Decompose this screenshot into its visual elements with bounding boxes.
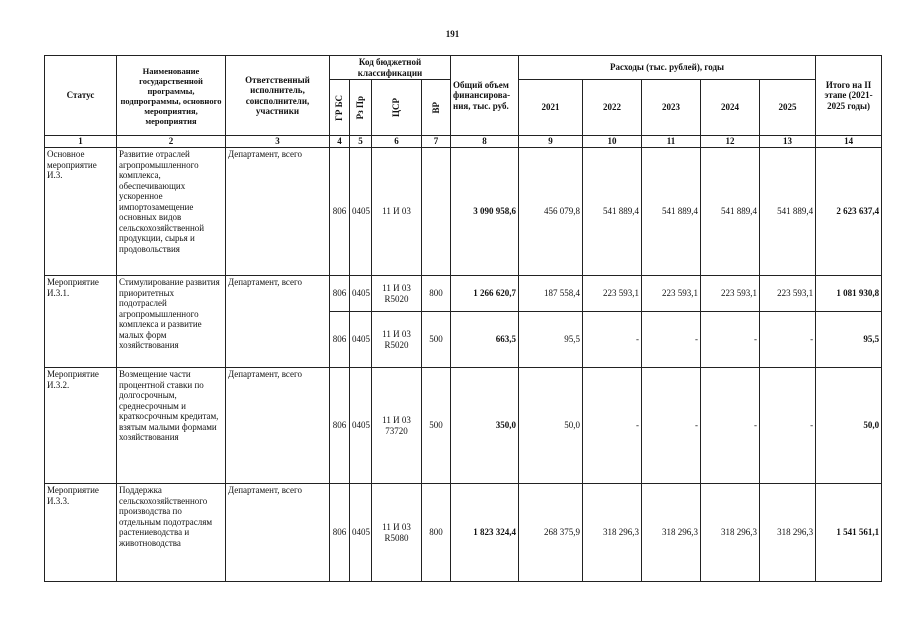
cell-2022: - xyxy=(583,312,642,368)
page-number: 191 xyxy=(445,29,460,39)
header-budget-code: Код бюджетной классификации xyxy=(330,56,451,80)
column-number: 10 xyxy=(583,136,642,148)
cell-2021: 187 558,4 xyxy=(519,276,583,312)
cell-csr: 11 И 03 R5020 xyxy=(372,276,422,312)
cell-2024: 318 296,3 xyxy=(701,484,760,582)
cell-2023: - xyxy=(642,368,701,484)
cell-total: 3 090 958,6 xyxy=(451,148,519,276)
cell-vr: 800 xyxy=(422,276,451,312)
cell-vr: 800 xyxy=(422,484,451,582)
column-number: 2 xyxy=(117,136,226,148)
row-status: Мероприятие И.3.2. xyxy=(45,368,117,484)
cell-grbs: 806 xyxy=(330,148,350,276)
header-csr: ЦСР xyxy=(372,80,422,136)
cell-2022: - xyxy=(583,368,642,484)
table-row xyxy=(45,276,882,312)
column-number: 14 xyxy=(816,136,882,148)
column-number: 1 xyxy=(45,136,117,148)
table-row xyxy=(45,368,882,484)
cell-2022: 223 593,1 xyxy=(583,276,642,312)
cell-rzpr: 0405 xyxy=(350,368,372,484)
cell-2021: 268 375,9 xyxy=(519,484,583,582)
cell-sum: 50,0 xyxy=(816,368,882,484)
column-number: 13 xyxy=(760,136,816,148)
cell-csr: 11 И 03 73720 xyxy=(372,368,422,484)
row-status: Мероприятие И.3.1. xyxy=(45,276,117,368)
row-responsible: Департамент, всего xyxy=(226,148,330,276)
header-name: Наименование государственной программы, подпрограммы, основного мероприятия, мероприятия xyxy=(117,56,226,136)
cell-sum: 2 623 637,4 xyxy=(816,148,882,276)
cell-csr: 11 И 03 R5020 xyxy=(372,312,422,368)
row-responsible: Департамент, всего xyxy=(226,368,330,484)
header-grbs: ГР БС xyxy=(330,80,350,136)
cell-total: 663,5 xyxy=(451,312,519,368)
cell-rzpr: 0405 xyxy=(350,148,372,276)
cell-2024: - xyxy=(701,368,760,484)
header-rzpr: Рз Пр xyxy=(350,80,372,136)
column-number: 5 xyxy=(350,136,372,148)
column-number: 9 xyxy=(519,136,583,148)
header-year-2021: 2021 xyxy=(519,80,583,136)
budget-table xyxy=(44,55,882,582)
row-name: Возмещение части процентной ставки по долгосрочным, среднесрочным и краткосрочным кредитам, взятым малыми формами хозяйствования xyxy=(117,368,226,484)
cell-2024: 541 889,4 xyxy=(701,148,760,276)
header-total-stage2: Итого на II этапе (2021-2025 годы) xyxy=(816,56,882,136)
cell-2022: 318 296,3 xyxy=(583,484,642,582)
row-name: Стимулирование развития приоритетных подотраслей агропромышленного комплекса и развитие малых форм хозяйствования xyxy=(117,276,226,368)
cell-2021: 456 079,8 xyxy=(519,148,583,276)
header-status: Статус xyxy=(45,56,117,136)
table-row xyxy=(45,484,882,582)
cell-sum: 95,5 xyxy=(816,312,882,368)
cell-csr: 11 И 03 xyxy=(372,148,422,276)
column-number-row xyxy=(45,136,882,148)
header-year-2023: 2023 xyxy=(642,80,701,136)
cell-grbs: 806 xyxy=(330,368,350,484)
cell-vr xyxy=(422,148,451,276)
cell-2023: - xyxy=(642,312,701,368)
cell-2021: 50,0 xyxy=(519,368,583,484)
header-responsible: Ответственный исполнитель, соисполнители, участники xyxy=(226,56,330,136)
table-row xyxy=(45,148,882,276)
cell-csr: 11 И 03 R5080 xyxy=(372,484,422,582)
cell-2024: 223 593,1 xyxy=(701,276,760,312)
row-status: Мероприятие И.3.3. xyxy=(45,484,117,582)
header-year-2024: 2024 xyxy=(701,80,760,136)
cell-grbs: 806 xyxy=(330,484,350,582)
column-number: 4 xyxy=(330,136,350,148)
cell-2025: 541 889,4 xyxy=(760,148,816,276)
column-number: 11 xyxy=(642,136,701,148)
row-responsible: Департамент, всего xyxy=(226,484,330,582)
row-name: Развитие отраслей агропромышленного комплекса, обеспечивающих ускоренное импортозамещение основных видов сельскохозяйственной продукции, сырья и продовольствия xyxy=(117,148,226,276)
header-year-2022: 2022 xyxy=(583,80,642,136)
row-responsible: Департамент, всего xyxy=(226,276,330,368)
column-number: 8 xyxy=(451,136,519,148)
header-vr: ВР xyxy=(422,80,451,136)
cell-sum: 1 081 930,8 xyxy=(816,276,882,312)
row-name: Поддержка сельскохозяйственного производства по отдельным подотраслям растениеводства и животноводства xyxy=(117,484,226,582)
header-year-2025: 2025 xyxy=(760,80,816,136)
cell-2025: 318 296,3 xyxy=(760,484,816,582)
cell-grbs: 806 xyxy=(330,312,350,368)
column-number: 12 xyxy=(701,136,760,148)
cell-2023: 318 296,3 xyxy=(642,484,701,582)
cell-2023: 541 889,4 xyxy=(642,148,701,276)
cell-2025: 223 593,1 xyxy=(760,276,816,312)
cell-2023: 223 593,1 xyxy=(642,276,701,312)
cell-sum: 1 541 561,1 xyxy=(816,484,882,582)
cell-vr: 500 xyxy=(422,312,451,368)
cell-2022: 541 889,4 xyxy=(583,148,642,276)
cell-rzpr: 0405 xyxy=(350,276,372,312)
cell-2021: 95,5 xyxy=(519,312,583,368)
column-number: 7 xyxy=(422,136,451,148)
cell-total: 350,0 xyxy=(451,368,519,484)
cell-vr: 500 xyxy=(422,368,451,484)
column-number: 3 xyxy=(226,136,330,148)
cell-total: 1 266 620,7 xyxy=(451,276,519,312)
cell-2025: - xyxy=(760,312,816,368)
cell-2024: - xyxy=(701,312,760,368)
cell-2025: - xyxy=(760,368,816,484)
header-expenses: Расходы (тыс. рублей), годы xyxy=(519,56,816,80)
cell-rzpr: 0405 xyxy=(350,312,372,368)
cell-total: 1 823 324,4 xyxy=(451,484,519,582)
header-total-volume: Общий объем финансирова-ния, тыс. руб. xyxy=(451,56,519,136)
column-number: 6 xyxy=(372,136,422,148)
cell-rzpr: 0405 xyxy=(350,484,372,582)
cell-grbs: 806 xyxy=(330,276,350,312)
row-status: Основное мероприятие И.3. xyxy=(45,148,117,276)
